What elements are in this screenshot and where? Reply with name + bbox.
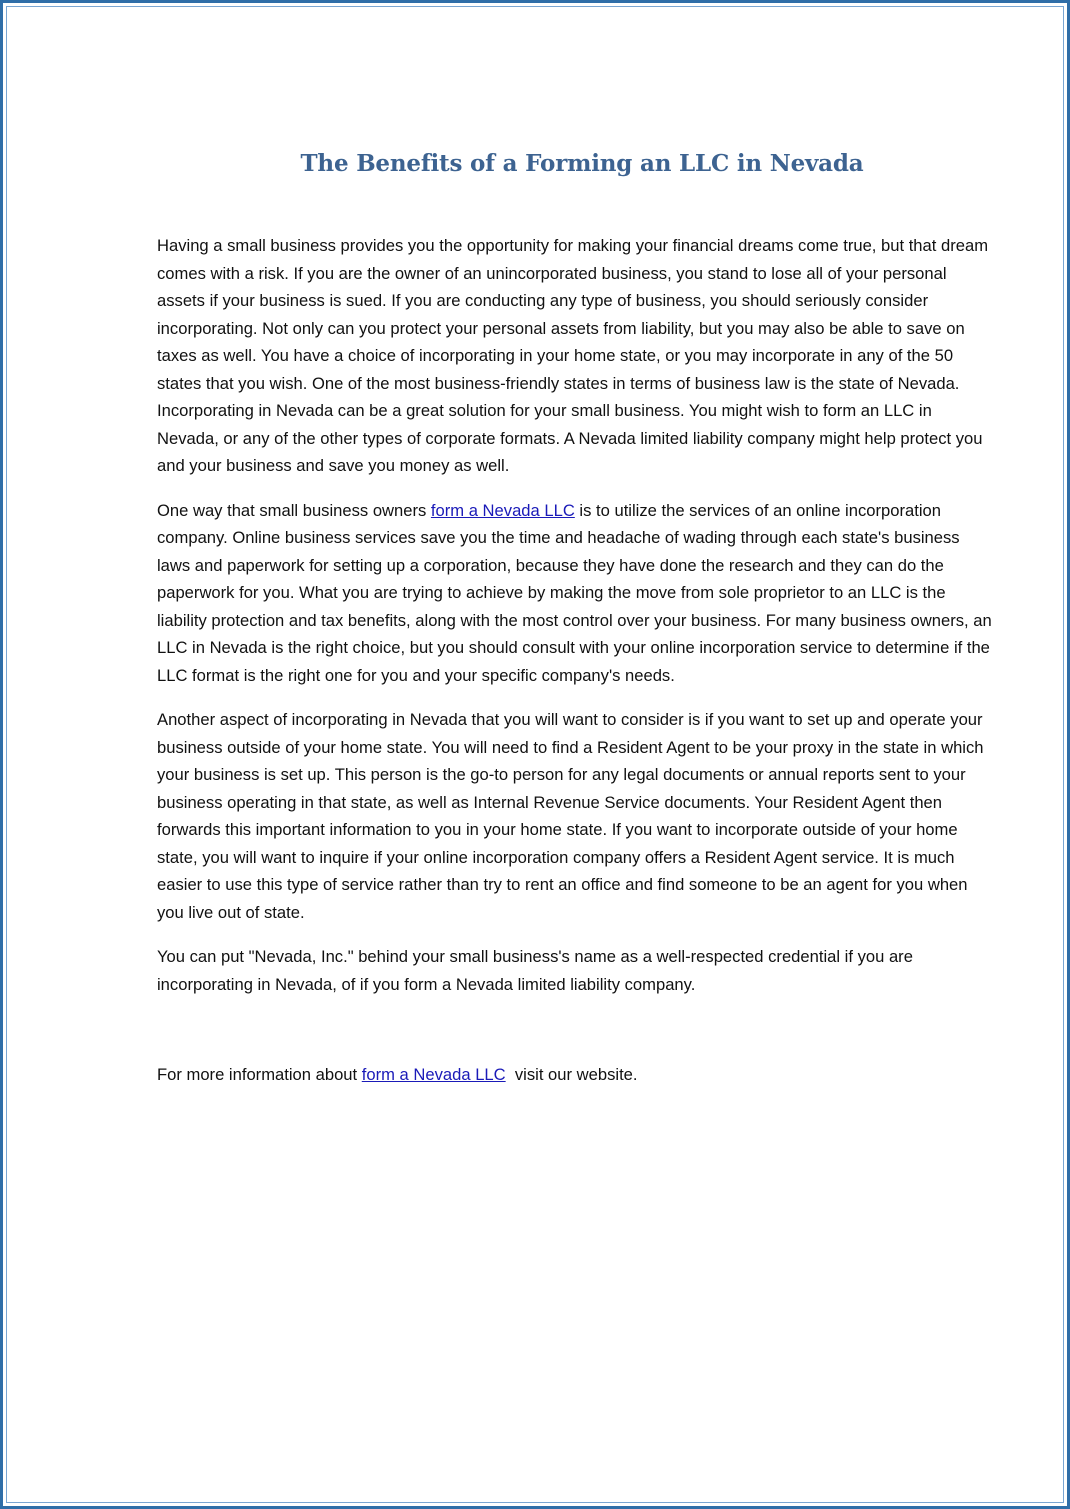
paragraph-2-text-before: One way that small business owners xyxy=(157,500,431,520)
footer-form-nevada-llc-link[interactable]: form a Nevada LLC xyxy=(361,1065,506,1084)
form-nevada-llc-link[interactable]: form a Nevada LLC xyxy=(430,500,575,520)
paragraph-resident-agent: Another aspect of incorporating in Nevada that you will want to consider is if you want to set up and operate your business outside of your home state. You will need to find a Resident Agent to be your proxy in the state in which your business is set up. This person is the go-to person for any legal documents or annual reports sent to your business operating in that state, as well as Internal Revenue Service documents. Your Resident Agent then forwards this important information to you in your home state. If you want to incorporate outside of your home state, you will want to inquire if your online incorporation company offers a Resident Agent service. It is much easier to use this type of service rather than try to rent an office and find someone to be an agent for you when you live out of state. xyxy=(157,710,984,922)
footer-more-info xyxy=(157,1061,997,1089)
paragraph-online-services xyxy=(157,497,997,690)
paragraph-intro: Having a small business provides you the opportunity for making your financial dreams come true, but that dream comes with a risk. If you are the owner of an unincorporated business, you stand to lose all of your personal assets if your business is sued. If you are conducting any type of business, you should seriously consider incorporating. Not only can you protect your personal assets from liability, but you may also be able to save on taxes as well. You have a choice of incorporating in your home state, or you may incorporate in any of the 50 states that you wish. One of the most business-friendly states in terms of business law is the state of Nevada. Incorporating in Nevada can be a great solution for your small business. You might wish to form an LLC in Nevada, or any of the other types of corporate formats. A Nevada limited liability company might help protect you and your business and save you money as well. xyxy=(157,236,989,475)
footer-text-before: For more information about xyxy=(157,1065,362,1084)
paragraph-credential: You can put "Nevada, Inc." behind your small business's name as a well-respected credential if you are incorporating in Nevada, of if you form a Nevada limited liability company. xyxy=(157,947,913,994)
spacer xyxy=(157,1015,997,1061)
document-page xyxy=(157,148,997,1106)
document-title: The Benefits of a Forming an LLC in Nevada xyxy=(300,150,864,177)
paragraph-2-text-after: is to utilize the services of an online incorporation company. Online business services save you the time and headache of wading through each state's business laws and paperwork for setting up a corporation, because they have done the research and they can do the paperwork for you. What you are trying to achieve by making the move from sole proprietor to an LLC is the liability protection and tax benefits, along with the most control over your business. For many business owners, an LLC in Nevada is the right choice, but you should consult with your online incorporation service to determine if the LLC format is the right one for you and your specific company's needs. xyxy=(157,500,992,685)
footer-text-after: visit our website. xyxy=(505,1065,638,1084)
